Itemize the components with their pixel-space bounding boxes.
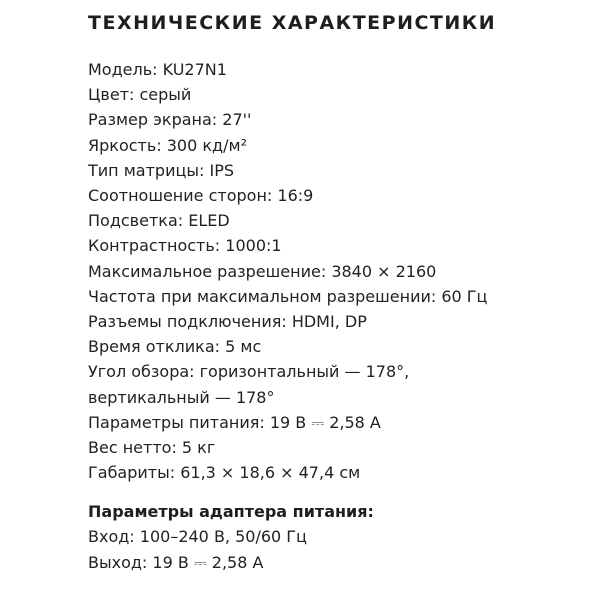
spec-model: Модель: KU27N1 bbox=[88, 60, 227, 79]
spec-color: Цвет: серый bbox=[88, 85, 192, 105]
adapter-input: Вход: 100–240 В, 50/60 Гц bbox=[88, 527, 307, 547]
spec-dimensions: Габариты: 61,3 × 18,6 × 47,4 см bbox=[88, 463, 361, 483]
spec-aspect-ratio: Соотношение сторон: 16:9 bbox=[88, 186, 314, 206]
spec-contrast: Контрастность: 1000:1 bbox=[88, 236, 282, 256]
spec-viewing-angle-vertical: вертикальный — 178° bbox=[88, 387, 275, 407]
spec-weight: Вес нетто: 5 кг bbox=[88, 438, 216, 458]
spec-viewing-angle: Угол обзора: горизонтальный — 178°, bbox=[88, 362, 410, 382]
spec-response-time: Время отклика: 5 мс bbox=[88, 337, 262, 357]
spec-power: Параметры питания: 19 В ⎓ 2,58 А bbox=[88, 412, 381, 432]
spec-screen-size: Размер экрана: 27'' bbox=[88, 110, 252, 130]
spec-list bbox=[88, 57, 588, 485]
adapter-list bbox=[88, 524, 588, 575]
adapter-output: Выход: 19 В ⎓ 2,58 А bbox=[88, 552, 264, 572]
spec-max-resolution: Максимальное разрешение: 3840 × 2160 bbox=[88, 261, 437, 281]
adapter-section-title: Параметры адаптера питания: bbox=[88, 502, 374, 522]
spec-refresh-rate: Частота при максимальном разрешении: 60 Гц bbox=[88, 286, 488, 306]
spec-sheet bbox=[88, 12, 588, 575]
spec-matrix-type: Тип матрицы: IPS bbox=[88, 160, 234, 180]
spec-brightness: Яркость: 300 кд/м² bbox=[88, 135, 247, 155]
spec-backlight: Подсветка: ELED bbox=[88, 211, 230, 231]
page-title: ТЕХНИЧЕСКИЕ ХАРАКТЕРИСТИКИ bbox=[88, 12, 497, 34]
spec-connectors: Разъемы подключения: HDMI, DP bbox=[88, 312, 367, 332]
